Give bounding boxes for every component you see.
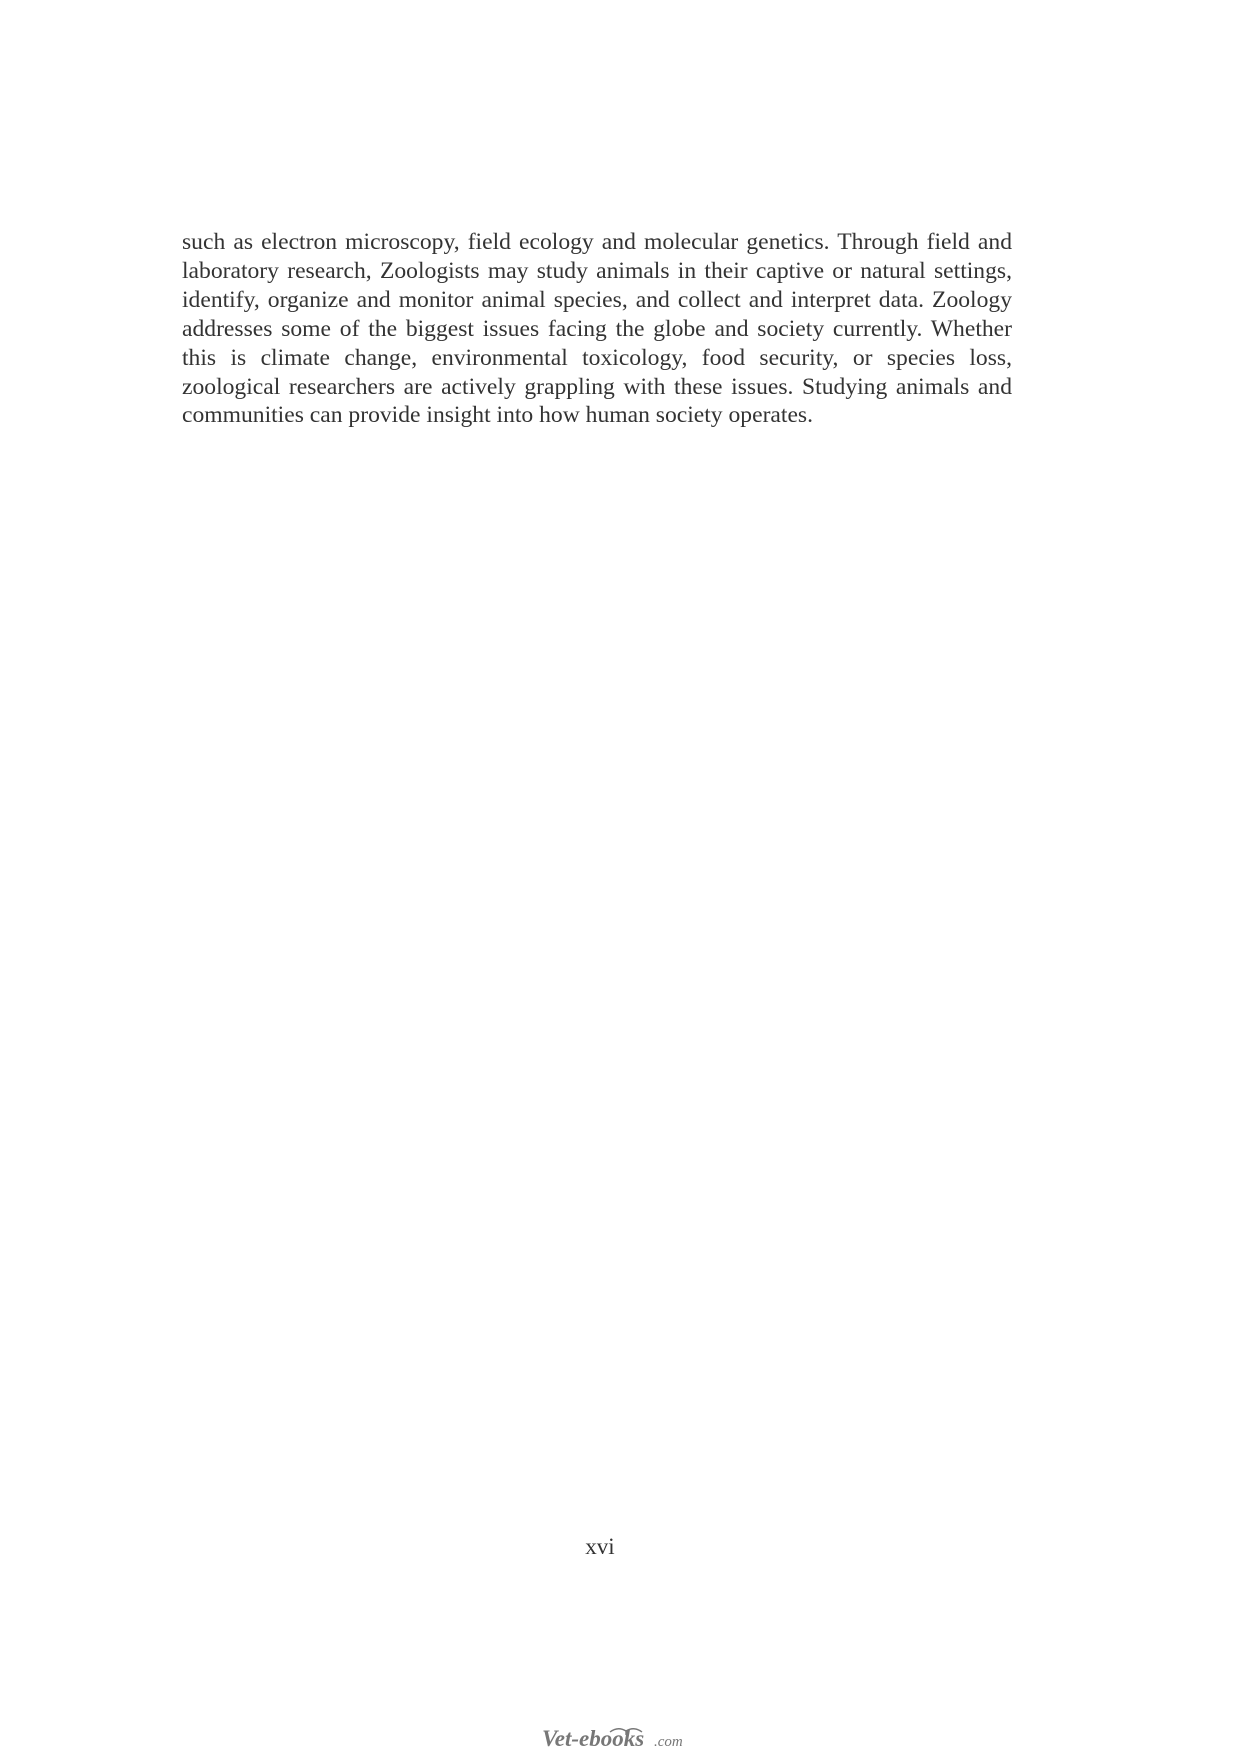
page-number: xvi [585,1534,615,1559]
body-paragraph: such as electron microscopy, field ecology and molecular genetics. Through field and laboratory research, Zoologists may study animals in their captive or natural settings, identify, organize and monitor animal species, and collect and interpret data. Zoology addresses some of the biggest issues facing the globe and society currently. Whether this is climate change, environmental toxicology, food security, or species loss, zoological researchers are actively grappling with these issues. Studying animals and communities can provide insight into how human society operates. [182,229,1012,429]
watermark-logo [540,1722,710,1752]
watermark-domain: .com [654,1734,683,1750]
watermark-text: Vet-ebooks [542,1726,645,1751]
